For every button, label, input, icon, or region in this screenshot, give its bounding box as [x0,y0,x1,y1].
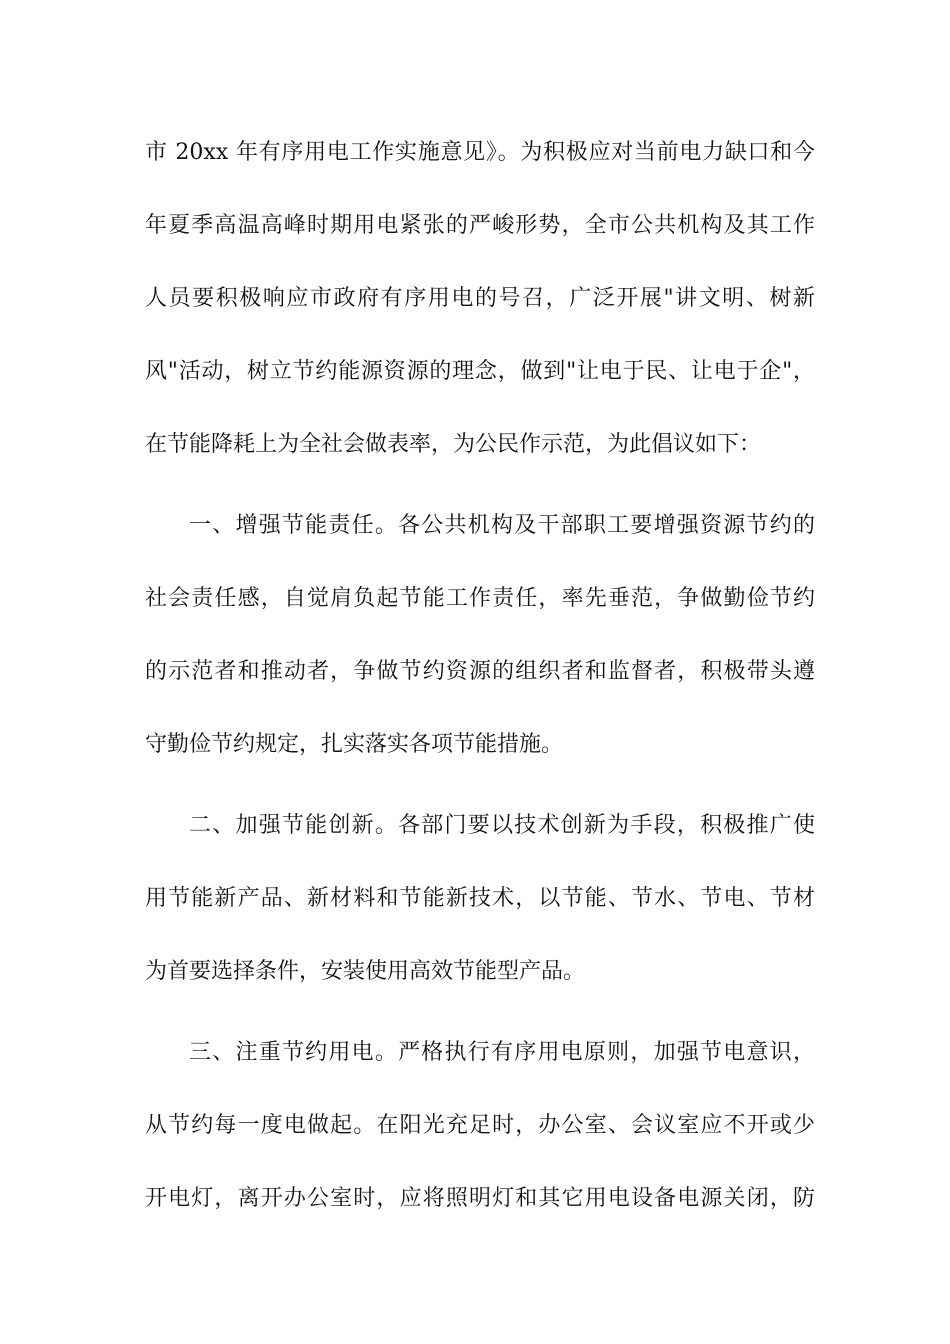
text-line: 年夏季高温高峰时期用电紧张的严峻形势，全市公共机构及其工作 [145,213,815,238]
text-line: 守勤俭节约规定，扎实落实各项节能措施。 [145,732,564,757]
text-line: 用节能新产品、新材料和节能新技术，以节能、节水、节电、节材 [145,886,815,911]
paragraph-first-line: 二、加强节能创新。各部门要以技术创新为手段，积极推广使 [189,813,815,838]
text-line: 从节约每一度电做起。在阳光充足时，办公室、会议室应不开或少 [145,1113,815,1138]
text-line: 人员要积极响应市政府有序用电的号召，广泛开展"讲文明、树新 [145,286,815,311]
text-line: 风"活动，树立节约能源资源的理念，做到"让电于民、让电于企"， [145,359,815,384]
text-line: 市 20xx 年有序用电工作实施意见》。为积极应对当前电力缺口和今 [145,140,815,165]
paragraph-first-line: 一、增强节能责任。各公共机构及干部职工要增强资源节约的 [189,513,815,538]
text-line: 的示范者和推动者，争做节约资源的组织者和监督者，积极带头遵 [145,659,815,684]
text-line: 为首要选择条件，安装使用高效节能型产品。 [145,959,586,984]
paragraph-first-line: 三、注重节约用电。严格执行有序用电原则，加强节电意识， [189,1040,815,1065]
text-line: 开电灯，离开办公室时，应将照明灯和其它用电设备电源关闭，防 [145,1186,815,1211]
text-line: 在节能降耗上为全社会做表率，为公民作示范，为此倡议如下： [145,432,762,457]
text-line: 社会责任感，自觉肩负起节能工作责任，率先垂范，争做勤俭节约 [145,586,815,611]
